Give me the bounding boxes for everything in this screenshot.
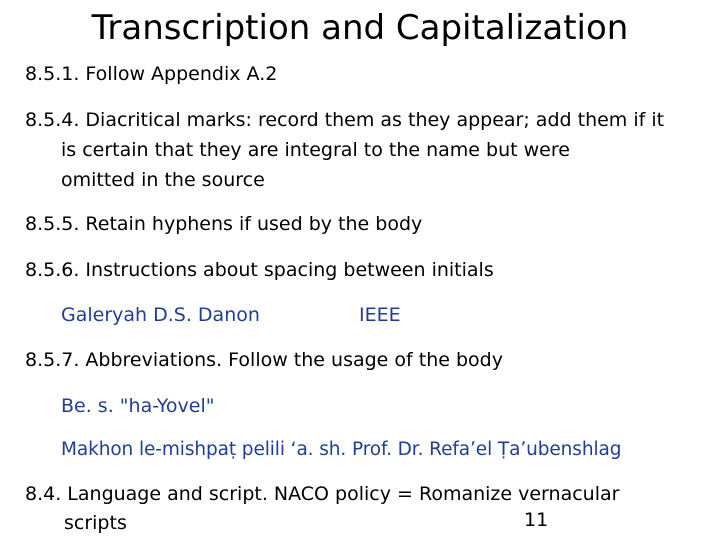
rule-8-5-4-line-3: omitted in the source: [61, 169, 265, 191]
rule-8-5-5: 8.5.5. Retain hyphens if used by the body: [25, 213, 423, 235]
rule-8-5-4-line-2: is certain that they are integral to the name but were: [61, 139, 570, 161]
page-number: 11: [524, 509, 549, 531]
rule-8-5-7: 8.5.7. Abbreviations. Follow the usage of the body: [25, 349, 503, 371]
rule-8-5-4-line-1: 8.5.4. Diacritical marks: record them as they appear; add them if it: [25, 109, 665, 131]
slide-title: Transcription and Capitalization: [91, 8, 629, 48]
rule-8-5-6: 8.5.6. Instructions about spacing between initials: [25, 259, 494, 281]
example-spacing-danon: Galeryah D.S. Danon: [61, 304, 260, 326]
example-abbreviation-yovel: Be. s. "ha-Yovel": [61, 395, 215, 417]
example-abbreviation-makhon: Makhon le-mishpaṭ pelili ʻa. sh. Prof. Dr. Refaʼel Ṭaʼubenshlag: [61, 439, 622, 460]
rule-8-4-line-1: 8.4. Language and script. NACO policy = Romanize vernacular: [25, 483, 620, 505]
rule-8-5-1: 8.5.1. Follow Appendix A.2: [25, 63, 278, 85]
example-spacing-ieee: IEEE: [359, 304, 401, 326]
rule-8-4-line-2: scripts: [64, 512, 127, 534]
